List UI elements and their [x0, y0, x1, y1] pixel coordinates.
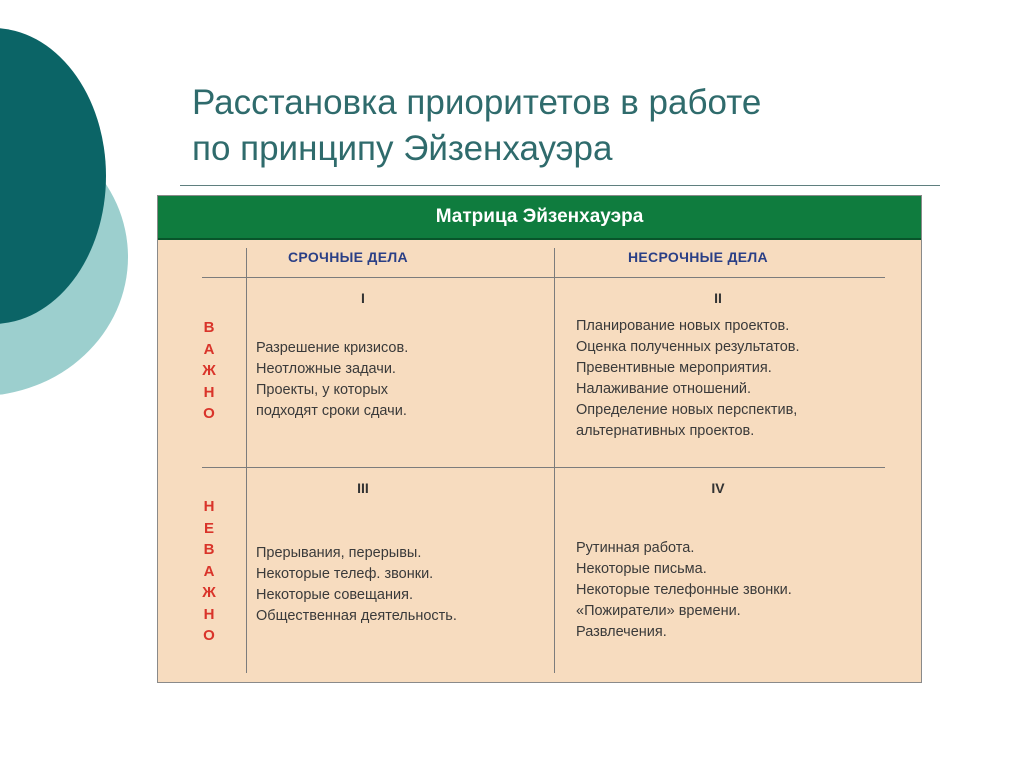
grid-line-center — [202, 467, 885, 468]
quadrant-item: Планирование новых проектов. — [576, 318, 790, 334]
quadrant-item: Неотложные задачи. — [256, 361, 396, 377]
row-letter: Ж — [202, 362, 216, 379]
row-letter: Н — [203, 498, 215, 515]
row-letter: О — [203, 627, 215, 644]
quadrant-item: подходят сроки сдачи. — [256, 403, 407, 419]
row-letter: О — [203, 405, 215, 422]
quadrant-item: альтернативных проектов. — [576, 423, 755, 439]
slide-title — [192, 80, 952, 172]
quadrant-item: Определение новых перспектив, — [576, 402, 798, 418]
quadrant-item: Некоторые совещания. — [256, 587, 413, 603]
quadrant-item: Рутинная работа. — [576, 540, 695, 556]
quadrant-1-number: I — [361, 290, 365, 306]
quadrant-3-list — [256, 543, 457, 627]
row-letter: А — [203, 562, 215, 580]
quadrant-item: Некоторые телефонные звонки. — [576, 582, 792, 598]
quadrant-item: Развлечения. — [576, 624, 667, 640]
eisenhower-matrix — [157, 195, 922, 683]
matrix-header: Матрица Эйзенхауэра — [158, 196, 921, 240]
quadrant-item: Превентивные мероприятия. — [576, 360, 772, 376]
quadrant-item: Налаживание отношений. — [576, 381, 752, 397]
grid-line-middle — [554, 248, 555, 673]
quadrant-4-number: IV — [711, 480, 725, 496]
quadrant-item: Общественная деятельность. — [256, 608, 457, 624]
row-letter: В — [203, 319, 215, 336]
column-heading-urgent: СРОЧНЫЕ ДЕЛА — [288, 249, 408, 265]
row-letter: А — [203, 340, 215, 358]
quadrant-4-list — [576, 538, 792, 643]
row-letter: Н — [203, 605, 215, 623]
quadrant-item: Некоторые письма. — [576, 561, 707, 577]
title-divider — [180, 185, 940, 186]
grid-line-left — [246, 248, 247, 673]
quadrant-item: Оценка полученных результатов. — [576, 339, 800, 355]
quadrant-1-list — [256, 338, 408, 422]
row-letter: Е — [203, 519, 214, 537]
title-line-1: Расстановка приоритетов в работе — [192, 83, 762, 122]
quadrant-item: «Пожиратели» времени. — [576, 603, 741, 619]
quadrant-item: Некоторые телеф. звонки. — [256, 566, 434, 582]
quadrant-item: Прерывания, перерывы. — [256, 545, 422, 561]
row-label-not-important — [198, 496, 220, 647]
row-letter: В — [203, 541, 215, 558]
quadrant-2-number: II — [714, 290, 722, 306]
grid-line-top — [202, 277, 885, 278]
row-letter: Н — [203, 383, 215, 401]
quadrant-item: Проекты, у которых — [256, 382, 389, 398]
row-label-important — [198, 317, 220, 425]
title-line-2: по принципу Эйзенхауэра — [192, 129, 613, 168]
row-letter: Ж — [202, 584, 216, 601]
quadrant-2-list — [576, 316, 800, 442]
quadrant-item: Разрешение кризисов. — [256, 340, 409, 356]
column-heading-not-urgent: НЕСРОЧНЫЕ ДЕЛА — [628, 249, 768, 265]
quadrant-3-number: III — [357, 480, 369, 496]
